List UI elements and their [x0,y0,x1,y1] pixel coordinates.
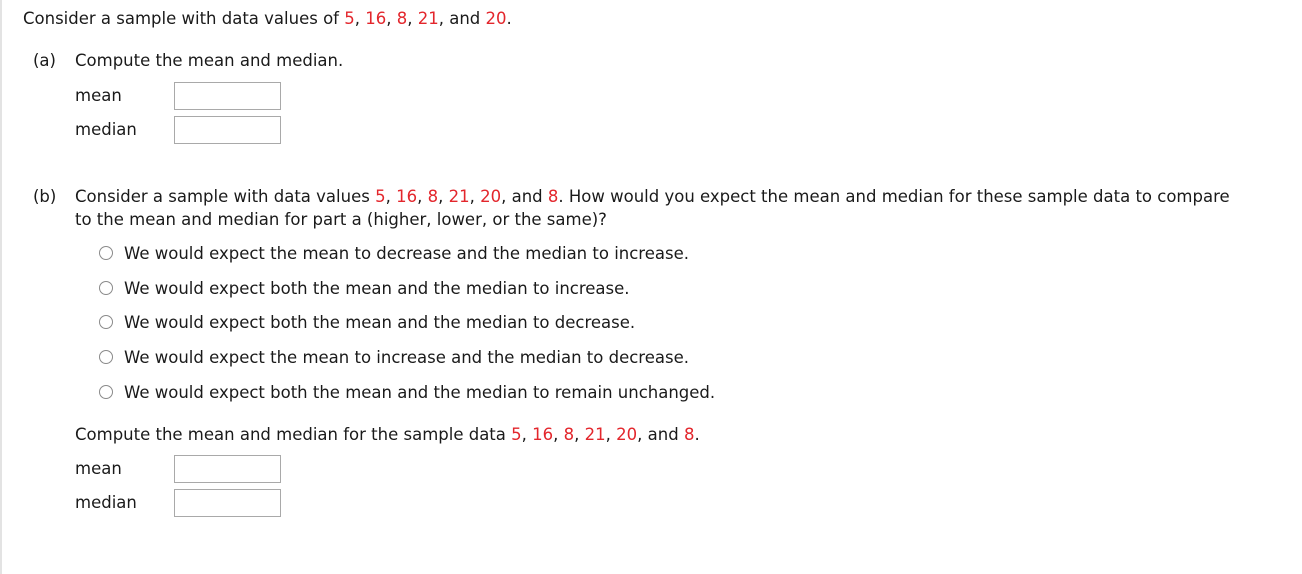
compute-value: 8 [563,425,575,444]
compute-value: 20 [616,425,638,444]
part-b-marker: (b) [33,187,57,206]
intro-value: 16 [365,9,387,28]
intro-text: Consider a sample with data values of [23,9,345,28]
compute-value: 16 [532,425,554,444]
part-b-mean-input[interactable] [174,455,281,483]
intro-separator: , [354,9,366,28]
part-b-mean-label: mean [75,459,122,478]
part-b-compute-prompt [75,425,700,444]
intro-value: 5 [344,9,355,28]
part-b-value: 16 [396,187,418,206]
part-b-value: 21 [448,187,470,206]
intro-sentence [23,9,512,28]
compute-period: . [694,425,700,444]
radio-option-5[interactable] [99,385,113,399]
option-5-label[interactable]: We would expect both the mean and the median to remain unchanged. [124,383,716,402]
part-a-mean-input[interactable] [174,82,281,110]
part-b-question-text-end: . How would you expect the mean and median for these sample data to compare [558,187,1230,206]
compute-separator: , [605,425,617,444]
part-b-value: 20 [480,187,502,206]
compute-value: 8 [683,425,695,444]
part-b-question-text: Consider a sample with data values [75,187,376,206]
radio-option-1[interactable] [99,246,113,260]
part-b-separator: , [385,187,397,206]
intro-separator: , [386,9,397,28]
part-a-mean-label: mean [75,86,122,105]
part-b-value: 8 [427,187,439,206]
compute-separator: , [574,425,585,444]
radio-option-3[interactable] [99,315,113,329]
compute-value: 5 [511,425,522,444]
part-b-separator: , [469,187,481,206]
option-3-label[interactable]: We would expect both the mean and the median to decrease. [124,313,636,332]
part-b-question-line2: to the mean and median for part a (higher, lower, or the same)? [75,210,607,229]
intro-value: 21 [417,9,439,28]
intro-value: 8 [396,9,408,28]
intro-period: . [506,9,512,28]
intro-separator: , [407,9,418,28]
part-b-question-line1 [75,187,1230,206]
compute-value: 21 [584,425,606,444]
part-b-median-label: median [75,493,137,512]
part-b-value: 5 [375,187,386,206]
compute-separator: , [521,425,533,444]
option-2-label[interactable]: We would expect both the mean and the median to increase. [124,279,630,298]
part-b-separator: , [438,187,449,206]
intro-value: 20 [485,9,507,28]
option-1-label[interactable]: We would expect the mean to decrease and the median to increase. [124,244,689,263]
compute-and: and [647,425,684,444]
part-a-prompt: Compute the mean and median. [75,51,344,70]
part-a-marker: (a) [33,51,56,70]
radio-option-2[interactable] [99,281,113,295]
option-4-label[interactable]: We would expect the mean to increase and the median to decrease. [124,348,689,367]
compute-separator: , [553,425,564,444]
radio-option-4[interactable] [99,350,113,364]
intro-and: and [449,9,486,28]
part-a-median-input[interactable] [174,116,281,144]
part-b-median-input[interactable] [174,489,281,517]
part-b-separator: , [417,187,428,206]
part-a-median-label: median [75,120,137,139]
part-b-value: 8 [547,187,559,206]
part-b-and: and [511,187,548,206]
compute-separator: , [637,425,648,444]
compute-text: Compute the mean and median for the sample data [75,425,512,444]
part-b-separator: , [501,187,512,206]
intro-separator: , [438,9,450,28]
